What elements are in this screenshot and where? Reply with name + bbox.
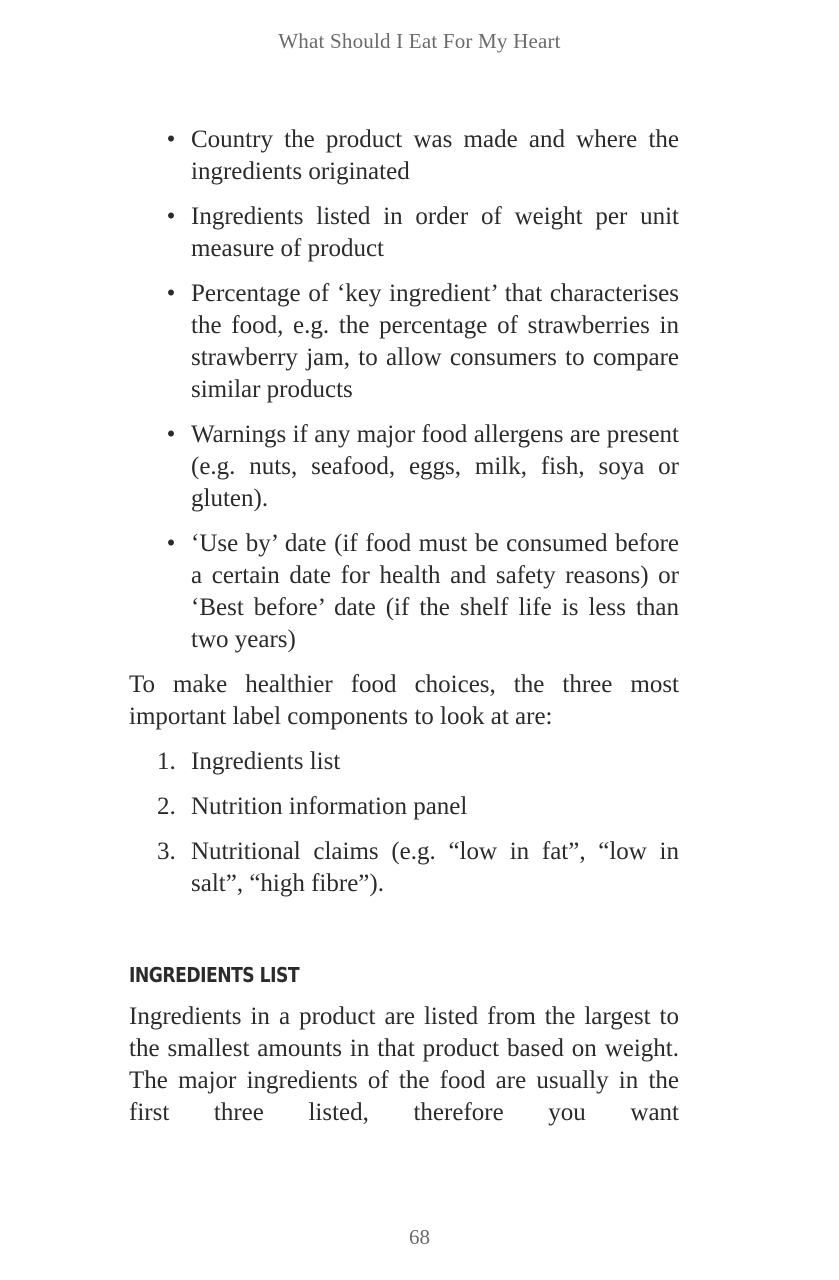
bullet-icon: • (166, 280, 176, 307)
list-item-text: ‘Use by’ date (if food must be consumed before a certain date for health and safety reasons) or ‘Best before’ date (if the shelf life is less than two years) (191, 530, 679, 653)
page-content (129, 124, 679, 1129)
list-item-text: Nutrition information panel (191, 793, 468, 820)
list-item-text: Country the product was made and where the ingredients originated (191, 126, 679, 185)
list-item (129, 836, 679, 900)
list-number: 3. (157, 838, 176, 865)
intro-paragraph: To make healthier food choices, the three most important label components to look at are: (129, 671, 679, 730)
label-components-numbered-list (129, 746, 679, 900)
list-number: 1. (157, 748, 176, 775)
list-item-text: Nutritional claims (e.g. “low in fat”, “low in salt”, “high fibre”). (191, 838, 679, 897)
list-item (129, 528, 679, 656)
section-heading: INGREDIENTS LIST (129, 963, 300, 987)
list-item-text: Ingredients list (191, 748, 341, 775)
list-item (129, 201, 679, 265)
bullet-icon: • (166, 126, 176, 153)
list-item (129, 419, 679, 515)
list-number: 2. (157, 793, 176, 820)
list-item (129, 746, 679, 778)
list-item (129, 278, 679, 406)
list-item-text: Ingredients listed in order of weight per unit measure of product (191, 203, 679, 262)
label-info-bullet-list (129, 124, 679, 656)
bullet-icon: • (166, 203, 176, 230)
page-number: 68 (409, 1225, 430, 1249)
running-header-title: What Should I Eat For My Heart (278, 29, 561, 53)
list-item (129, 791, 679, 823)
list-item-text: Warnings if any major food allergens are present (e.g. nuts, seafood, eggs, milk, fish, soya or gluten). (191, 421, 679, 512)
bullet-icon: • (166, 530, 176, 557)
bullet-icon: • (166, 421, 176, 448)
list-item-text: Percentage of ‘key ingredient’ that characterises the food, e.g. the percentage of strawberries in strawberry jam, to allow consumers to compare similar products (191, 280, 679, 403)
list-item (129, 124, 679, 188)
section-paragraph: Ingredients in a product are listed from the largest to the smallest amounts in that product based on weight. The major ingredients of the food are usually in the first three listed, therefore you want (129, 1003, 679, 1126)
